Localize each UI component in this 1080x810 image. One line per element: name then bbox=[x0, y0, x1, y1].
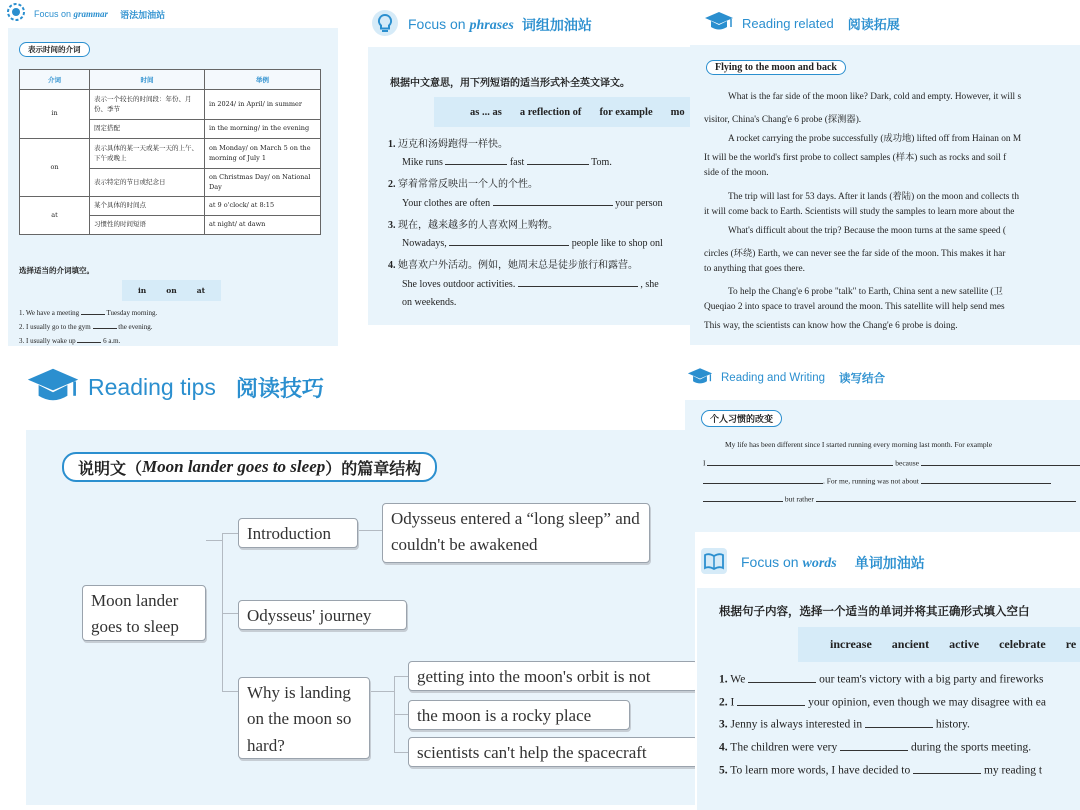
words-panel bbox=[697, 540, 1080, 810]
grammar-header bbox=[6, 2, 165, 26]
phrases-header-cn: 词组加油站 bbox=[521, 18, 592, 34]
answer-blank[interactable] bbox=[493, 196, 613, 206]
prep-cell: at bbox=[20, 197, 90, 235]
word-bank-item: in bbox=[137, 286, 147, 295]
list-item bbox=[19, 320, 157, 334]
item-number: 1. bbox=[388, 139, 396, 150]
answer-blank[interactable] bbox=[449, 236, 569, 246]
reading-line: It will be the world's first probe to collect samples (样本) such as rocks and soil f bbox=[704, 153, 1007, 163]
word-bank-item: at bbox=[196, 286, 206, 295]
item-number: 2. bbox=[388, 179, 396, 190]
sentence-text: We have a meeting bbox=[25, 309, 80, 317]
words-header-word: words bbox=[802, 556, 837, 571]
prep-cell: in bbox=[20, 90, 90, 139]
time-cell: 某个具体的时间点 bbox=[90, 197, 205, 216]
structure-title: 说明文（ Moon lander goes to sleep ）的篇章结构 bbox=[62, 452, 437, 482]
phrase-item-cn: 3. 现在，越来越多的人喜欢网上购物。 bbox=[388, 220, 558, 231]
column-header: 时间 bbox=[90, 70, 205, 90]
lightbulb-icon bbox=[370, 8, 400, 42]
mindmap-root: Moon lander goes to sleep bbox=[82, 585, 206, 641]
phrases-word-bank bbox=[434, 97, 690, 127]
answer-blank[interactable] bbox=[445, 155, 507, 165]
time-cell: 表示特定的节日或纪念日 bbox=[90, 169, 205, 197]
connector-line bbox=[394, 714, 408, 715]
phrase-item-cn: 2. 穿着常常反映出一个人的个性。 bbox=[388, 179, 538, 190]
rw-line: I because bbox=[703, 458, 1080, 468]
reading-line: What's difficult about the trip? Because the moon turns at the same speed ( bbox=[728, 226, 1007, 236]
answer-blank[interactable] bbox=[527, 155, 589, 165]
answer-blank[interactable] bbox=[840, 739, 908, 751]
connector-line bbox=[206, 540, 222, 541]
word-bank-item: mo bbox=[670, 106, 685, 118]
phrase-item-en: on weekends. bbox=[402, 297, 457, 308]
reading-related-panel bbox=[690, 0, 1080, 345]
phrase-item-en: She loves outdoor activities. , she bbox=[402, 279, 659, 290]
mindmap-detail-why: getting into the moon's orbit is not bbox=[408, 661, 695, 691]
mindmap-branch-journey: Odysseus' journey bbox=[238, 600, 407, 630]
connector-line bbox=[394, 752, 408, 753]
gear-bulb-icon bbox=[6, 2, 26, 26]
example-cell: in the morning/ in the evening bbox=[205, 120, 321, 139]
grammar-header-cn: 语法加油站 bbox=[120, 10, 166, 21]
graduation-cap-icon bbox=[704, 10, 734, 36]
list-item: 2. I your opinion, even though we may disagree with ea bbox=[719, 694, 1046, 709]
time-cell: 固定搭配 bbox=[90, 120, 205, 139]
answer-blank[interactable] bbox=[748, 671, 816, 683]
sentence-text: Tuesday morning. bbox=[106, 309, 158, 317]
reading-line: circles (环绕) Earth, we can never see the far side of the moon. This makes it har bbox=[704, 249, 1006, 259]
connector-line bbox=[394, 676, 408, 677]
mindmap-detail-introduction: Odysseus entered a “long sleep” and couldn't be awakened bbox=[382, 503, 650, 563]
rw-line: My life has been different since I started running every morning last month. For example bbox=[725, 440, 993, 449]
item-number: 3. bbox=[19, 337, 25, 345]
list-item: 3. Jenny is always interested in history. bbox=[719, 716, 970, 731]
column-header: 介词 bbox=[20, 70, 90, 90]
sentence-text: I usually go to the gym bbox=[26, 323, 91, 331]
graduation-cap-icon bbox=[687, 366, 713, 390]
reading-tips-panel bbox=[0, 355, 695, 810]
word-bank-item: active bbox=[949, 637, 980, 651]
table-row bbox=[20, 139, 321, 169]
words-word-bank bbox=[798, 627, 1080, 662]
item-number: 4. bbox=[719, 741, 728, 754]
sentence-text: the evening. bbox=[118, 323, 153, 331]
reading-writing-panel bbox=[685, 362, 1080, 532]
mindmap-detail-why: scientists can't help the spacecraft bbox=[408, 737, 695, 767]
reading-tips-header-cn: 阅读技巧 bbox=[235, 376, 324, 402]
word-bank-item: for example bbox=[599, 106, 653, 118]
mindmap-branch-introduction: Introduction bbox=[238, 518, 358, 548]
grammar-word-bank bbox=[122, 280, 221, 301]
sentence-text: 6 a.m. bbox=[103, 337, 121, 345]
list-item bbox=[19, 334, 157, 348]
grammar-table bbox=[19, 69, 321, 235]
phrases-instruction: 根据中文意思，用下列短语的适当形式补全英文译文。 bbox=[390, 78, 630, 89]
example-cell: at night/ at dawn bbox=[205, 216, 321, 235]
grammar-panel bbox=[0, 0, 340, 350]
book-icon bbox=[699, 546, 729, 580]
grammar-exercise-title: 选择适当的介词填空。 bbox=[19, 266, 94, 275]
graduation-cap-icon bbox=[26, 365, 80, 409]
phrase-item-en: Mike runs fast Tom. bbox=[402, 157, 612, 168]
connector-line bbox=[222, 691, 238, 692]
list-item: 1. We our team's victory with a big party and fireworks bbox=[719, 671, 1043, 686]
example-cell: on Monday/ on March 5 on the morning of July 1 bbox=[205, 139, 321, 169]
grammar-header-prefix: Focus on bbox=[34, 9, 72, 19]
mindmap-detail-why: the moon is a rocky place bbox=[408, 700, 630, 730]
answer-blank[interactable] bbox=[921, 458, 1080, 466]
phrase-item-en: Your clothes are often your person bbox=[402, 198, 663, 209]
list-item bbox=[19, 306, 157, 320]
answer-blank[interactable] bbox=[707, 458, 893, 466]
grammar-table-title: 表示时间的介词 bbox=[19, 42, 90, 57]
grammar-sentences bbox=[19, 306, 157, 348]
sentence-text: I usually wake up bbox=[26, 337, 76, 345]
answer-blank[interactable] bbox=[703, 494, 783, 502]
answer-blank[interactable] bbox=[816, 494, 1076, 502]
item-number: 2. bbox=[19, 323, 25, 331]
phrases-header-word: phrases bbox=[469, 18, 514, 33]
word-bank-item: increase bbox=[830, 637, 872, 651]
connector-line bbox=[222, 533, 238, 534]
reading-writing-header-en: Reading and Writing bbox=[721, 372, 825, 384]
answer-blank[interactable] bbox=[93, 322, 117, 329]
reading-tips-header-en: Reading tips bbox=[88, 373, 216, 400]
word-bank-item: as ... as bbox=[470, 106, 502, 118]
reading-line: What is the far side of the moon like? Dark, cold and empty. However, it will s bbox=[728, 92, 1022, 102]
rw-line: but rather bbox=[703, 494, 1076, 504]
item-number: 2. bbox=[719, 696, 728, 709]
reading-title: Flying to the moon and back bbox=[706, 60, 846, 75]
words-header bbox=[699, 546, 925, 580]
words-header-cn: 单词加油站 bbox=[854, 556, 925, 572]
item-number: 4. bbox=[388, 260, 396, 271]
time-cell: 表示一个较长的时间段：年份、月份、季节 bbox=[90, 90, 205, 120]
connector-line bbox=[222, 533, 238, 691]
time-cell: 习惯性的时间短语 bbox=[90, 216, 205, 235]
reading-line: Queqiao 2 into space to travel around the moon. This satellite will help send mes bbox=[704, 302, 1005, 312]
prep-cell: on bbox=[20, 139, 90, 197]
reading-writing-header bbox=[687, 366, 885, 390]
reading-line: side of the moon. bbox=[704, 168, 769, 178]
phrase-item-cn: 1. 迈克和汤姆跑得一样快。 bbox=[388, 139, 508, 150]
item-number: 5. bbox=[719, 764, 728, 777]
word-bank-item: celebrate bbox=[999, 637, 1046, 651]
answer-blank[interactable] bbox=[518, 277, 638, 287]
rw-title: 个人习惯的改变 bbox=[701, 410, 782, 427]
reading-line: To help the Chang'e 6 probe "talk" to Earth, China sent a new satellite (卫 bbox=[728, 287, 1003, 297]
answer-blank[interactable] bbox=[865, 716, 933, 728]
reading-writing-header-cn: 读写结合 bbox=[839, 371, 885, 385]
reading-line: it will come back to Earth. Scientists will study the samples to learn more about the bbox=[704, 207, 1015, 217]
grammar-header-word: grammar bbox=[73, 9, 109, 19]
reading-line: to anything that goes there. bbox=[704, 264, 805, 274]
example-cell: at 9 o'clock/ at 8:15 bbox=[205, 197, 321, 216]
phrase-item-cn: 4. 她喜欢户外活动。例如，她周末总是徒步旅行和露营。 bbox=[388, 260, 638, 271]
item-number: 1. bbox=[719, 673, 728, 686]
reading-related-header-en: Reading related bbox=[742, 15, 834, 31]
reading-line: This way, the scientists can know how the Chang'e 6 probe is doing. bbox=[704, 321, 958, 331]
phrase-item-en: Nowadays, people like to shop onl bbox=[402, 238, 663, 249]
time-cell: 表示具体的某一天或某一天的上午、下午或晚上 bbox=[90, 139, 205, 169]
answer-blank[interactable] bbox=[913, 762, 981, 774]
answer-blank[interactable] bbox=[737, 694, 805, 706]
reading-related-header bbox=[704, 10, 900, 36]
answer-blank[interactable] bbox=[703, 476, 823, 484]
table-row bbox=[20, 197, 321, 216]
table-row bbox=[20, 90, 321, 120]
phrases-header bbox=[370, 8, 592, 42]
list-item: 5. To learn more words, I have decided to my reading t bbox=[719, 762, 1042, 777]
connector-line bbox=[358, 530, 382, 531]
word-bank-item: a reflection of bbox=[519, 106, 582, 118]
reading-tips-header bbox=[26, 365, 324, 409]
list-item: 4. The children were very during the sports meeting. bbox=[719, 739, 1031, 754]
connector-line bbox=[222, 613, 238, 614]
column-header: 举例 bbox=[205, 70, 321, 90]
reading-line: The trip will last for 53 days. After it lands (着陆) on the moon and collects th bbox=[728, 192, 1019, 202]
table-header-row bbox=[20, 70, 321, 90]
mindmap-branch-why-hard: Why is landing on the moon so hard? bbox=[238, 677, 370, 759]
reading-line: A rocket carrying the probe successfully (成功地) lifted off from Hainan on M bbox=[728, 134, 1022, 144]
example-cell: on Christmas Day/ on National Day bbox=[205, 169, 321, 197]
answer-blank[interactable] bbox=[77, 336, 101, 343]
word-bank-item: re bbox=[1065, 637, 1077, 651]
connector-line bbox=[370, 691, 394, 692]
item-number: 3. bbox=[719, 718, 728, 731]
words-instruction: 根据句子内容，选择一个适当的单词并将其正确形式填入空白 bbox=[719, 604, 1030, 618]
answer-blank[interactable] bbox=[921, 476, 1051, 484]
reading-related-header-cn: 阅读拓展 bbox=[847, 17, 900, 33]
word-bank-item: ancient bbox=[891, 637, 930, 651]
phrases-panel bbox=[368, 0, 690, 325]
word-bank-item: on bbox=[166, 286, 177, 295]
rw-line: . For me, running was not about bbox=[703, 476, 1051, 486]
phrases-header-prefix: Focus on bbox=[408, 16, 466, 32]
item-number: 3. bbox=[388, 220, 396, 231]
reading-line: visitor, China's Chang'e 6 probe (探测器). bbox=[704, 115, 862, 125]
words-header-prefix: Focus on bbox=[741, 554, 799, 570]
example-cell: in 2024/ in April/ in summer bbox=[205, 90, 321, 120]
answer-blank[interactable] bbox=[81, 308, 105, 315]
item-number: 1. bbox=[19, 309, 25, 317]
